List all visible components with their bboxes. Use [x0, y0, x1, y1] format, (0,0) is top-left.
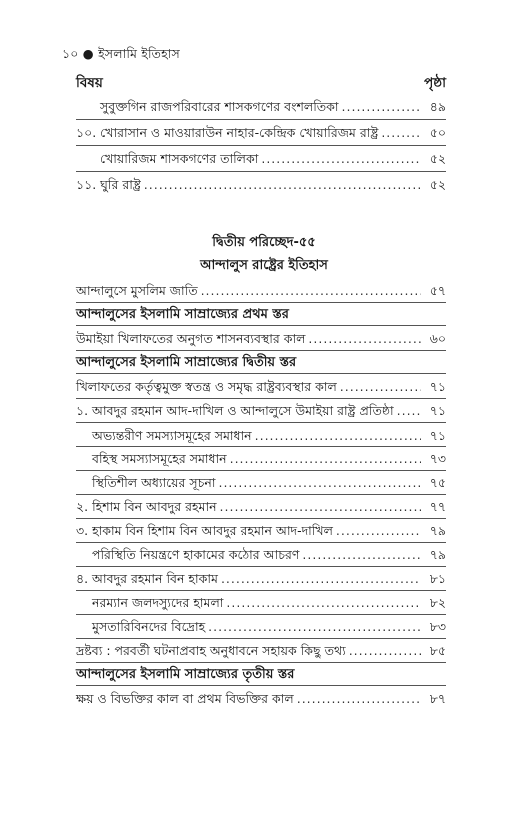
row-divider — [76, 494, 446, 495]
row-divider — [76, 638, 446, 639]
leader-dots — [342, 99, 421, 115]
leader-dots — [218, 475, 421, 491]
leader-dots — [226, 595, 421, 611]
row-divider — [76, 590, 446, 591]
leader-dots — [201, 283, 421, 299]
chapter-title: আন্দালুস রাষ্ট্রের ইতিহাস — [200, 258, 328, 273]
toc-entry-text: ১০. খোরাসান ও মাওয়ারাউন নাহার-কেন্দ্রিক খোয়ারিজম রাষ্ট্র — [76, 125, 379, 140]
toc-entry-text: আন্দালুসে মুসলিম জাতি — [76, 283, 198, 298]
toc-entry — [76, 123, 446, 141]
leader-dots — [397, 403, 421, 419]
leader-dots — [255, 428, 421, 444]
toc-entry-page: ৫২ — [429, 151, 446, 166]
toc-entry-page: ৭৯ — [429, 523, 446, 538]
row-divider — [76, 422, 446, 423]
toc-entry — [92, 426, 446, 444]
toc-header-subject: বিষয় — [76, 75, 103, 91]
toc-entry — [76, 401, 446, 419]
toc-entry-page: ৫৭ — [429, 283, 446, 298]
toc-entry-page: ৮২ — [429, 595, 446, 610]
toc-entry — [76, 521, 446, 539]
toc-entry-page: ৭১ — [429, 428, 446, 443]
row-divider — [76, 302, 446, 303]
row-divider — [76, 350, 446, 351]
toc-entry-text: দ্রষ্টব্য : পরবর্তী ঘটনাপ্রবাহ অনুধাবনে সহায়ক কিছু তথ্য — [76, 643, 346, 658]
row-divider — [76, 119, 446, 120]
toc-entry — [76, 689, 446, 707]
toc-entry — [92, 545, 446, 563]
toc-entry-text: উমাইয়া খিলাফতের অনুগত শাসনব্যবস্থার কাল — [76, 331, 306, 346]
row-divider — [76, 662, 446, 663]
row-divider — [76, 446, 446, 447]
leader-dots — [302, 547, 421, 563]
toc-entry-page: ৪৯ — [429, 99, 446, 114]
row-divider — [76, 566, 446, 567]
row-divider — [76, 171, 446, 172]
row-divider — [76, 398, 446, 399]
toc-entry-page: ৬০ — [429, 331, 446, 346]
toc-entry-text: অভ্যন্তরীণ সমস্যাসমূহের সমাধান — [92, 428, 252, 443]
leader-dots — [220, 499, 421, 515]
toc-entry-page: ৮৭ — [429, 691, 446, 706]
toc-entry — [76, 377, 446, 395]
toc-entry-page: ৭৭ — [429, 499, 446, 514]
toc-entry-page: ৫০ — [429, 125, 446, 140]
running-head: ১০ ● ইসলামি ইতিহাস — [62, 46, 180, 61]
toc-entry — [100, 149, 446, 167]
section-heading: আন্দালুসের ইসলামি সাম্রাজ্যের তৃতীয় স্তর — [76, 667, 295, 682]
toc-entry-page: ৭৫ — [429, 475, 446, 490]
toc-entry-text: ক্ষয় ও বিভক্তির কাল বা প্রথম বিভক্তির কাল — [76, 691, 294, 706]
toc-entry — [92, 473, 446, 491]
leader-dots — [221, 571, 421, 587]
toc-entry-page: ৭১ — [429, 403, 446, 418]
toc-header — [76, 72, 446, 95]
toc-entry-page: ৮৫ — [429, 643, 446, 658]
leader-dots — [308, 331, 421, 347]
toc-entry-text: পরিস্থিতি নিয়ন্ত্রণে হাকামের কঠোর আচরণ — [92, 547, 300, 562]
toc-entry-page: ৮১ — [429, 571, 446, 586]
toc-entry-text: সুবুক্তগিন রাজপরিবারের শাসকগণের বংশলতিকা — [100, 99, 339, 114]
toc-entry-text: ৩. হাকাম বিন হিশাম বিন আবদুর রহমান আদ-দাখিল — [76, 523, 333, 538]
section-heading: আন্দালুসের ইসলামি সাম্রাজ্যের দ্বিতীয় স্তর — [76, 355, 297, 370]
toc-entry — [92, 449, 446, 467]
row-divider — [76, 373, 446, 374]
toc-entry-text: স্থিতিশীল অধ্যায়ের সূচনা — [92, 475, 216, 490]
toc-entry-page: ৭৩ — [429, 451, 446, 466]
toc-entry-text: নরম্যান জলদস্যুদের হামলা — [92, 595, 224, 610]
toc-entry — [76, 281, 446, 299]
toc-entry — [92, 617, 446, 635]
toc-entry — [100, 97, 446, 115]
toc-entry-text: ২. হিশাম বিন আবদুর রহমান — [76, 499, 217, 514]
leader-dots — [230, 451, 421, 467]
leader-dots — [208, 619, 421, 635]
leader-dots — [381, 125, 421, 141]
toc-entry — [92, 593, 446, 611]
toc-entry-page: ৭১ — [429, 379, 446, 394]
toc-entry — [76, 569, 446, 587]
toc-entry — [76, 497, 446, 515]
leader-dots — [144, 177, 421, 193]
toc-entry-text: ৪. আবদুর রহমান বিন হাকাম — [76, 571, 218, 586]
row-divider — [76, 614, 446, 615]
leader-dots — [297, 691, 421, 707]
row-divider — [76, 145, 446, 146]
section-heading: আন্দালুসের ইসলামি সাম্রাজ্যের প্রথম স্তর — [76, 307, 289, 322]
toc-entry-page: ৭৯ — [429, 547, 446, 562]
toc-entry — [76, 329, 446, 347]
toc-entry-text: খিলাফতের কর্তৃত্বমুক্ত স্বতন্ত্র ও সমৃদ্ধ রাষ্ট্রব্যবস্থার কাল — [76, 379, 337, 394]
toc-entry-text: মুসতারিবিনদের বিদ্রোহ — [92, 619, 206, 634]
toc-entry-page: ৮৩ — [429, 619, 446, 634]
chapter-number: দ্বিতীয় পরিচ্ছেদ-৫৫ — [212, 235, 316, 250]
row-divider — [76, 685, 446, 686]
toc-entry-page: ৫২ — [429, 177, 446, 192]
row-divider — [76, 542, 446, 543]
toc-entry-text: ১১. ঘুরি রাষ্ট্র — [76, 177, 141, 192]
toc-header-page: পৃষ্ঠা — [424, 75, 446, 91]
leader-dots — [340, 379, 421, 395]
row-divider — [76, 518, 446, 519]
leader-dots — [349, 643, 421, 659]
row-divider — [76, 470, 446, 471]
leader-dots — [336, 523, 421, 539]
toc-entry-text: খোয়ারিজম শাসকগণের তালিকা — [100, 151, 259, 166]
toc-entry-text: ১. আবদুর রহমান আদ-দাখিল ও আন্দালুসে উমাইয়া রাষ্ট্র প্রতিষ্ঠা — [76, 403, 394, 418]
row-divider — [76, 325, 446, 326]
toc-entry — [76, 175, 446, 193]
leader-dots — [261, 151, 421, 167]
toc-entry — [76, 641, 446, 659]
toc-entry-text: বহিস্থ সমস্যাসমূহের সমাধান — [92, 451, 227, 466]
